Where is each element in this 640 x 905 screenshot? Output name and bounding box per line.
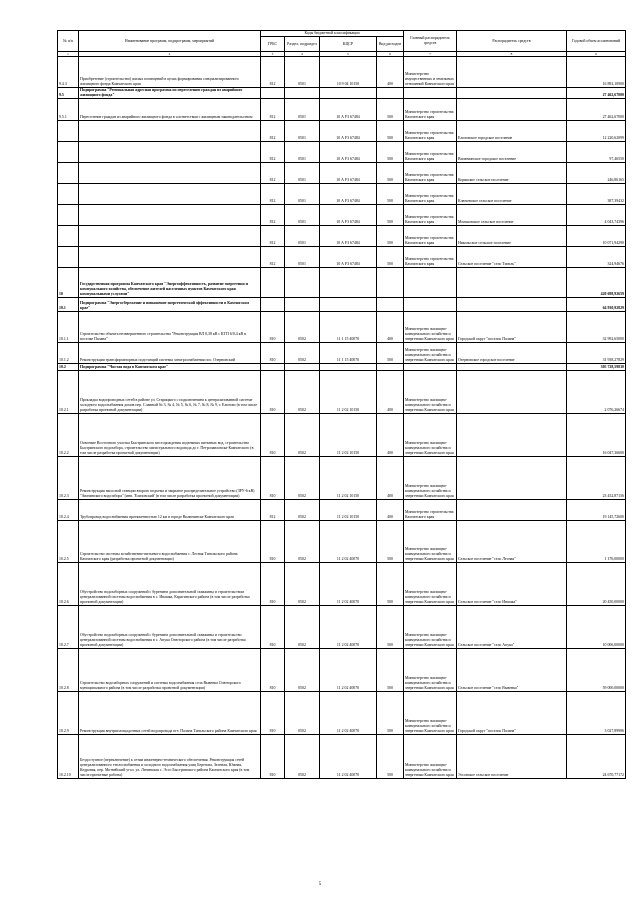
row-admin: Министерство строительства Камчатского края [404, 141, 457, 162]
row-ktsr: 10 А F3 67484 [320, 162, 377, 183]
index-cell: 2 [79, 52, 261, 57]
row-recipient [457, 413, 567, 456]
row-recipient [457, 88, 567, 99]
row-recipient: Елизовское городское поселение [457, 120, 567, 141]
row-vr: 500 [377, 225, 404, 246]
row-grbs: 810 [261, 648, 285, 691]
header-codes: Коды бюджетной классификации [261, 31, 404, 37]
row-grbs: 810 [261, 562, 285, 605]
header-recipient: Распорядитель средств [457, 31, 567, 52]
row-grbs: 812 [261, 120, 285, 141]
row-section [285, 88, 320, 99]
row-name [79, 141, 261, 162]
row-section: 0501 [285, 225, 320, 246]
row-grbs: 812 [261, 225, 285, 246]
row-ktsr: 10 А F3 67484 [320, 183, 377, 204]
table-row [58, 648, 626, 691]
table-row [58, 183, 626, 204]
row-admin: Министерство жилищно-коммунального хозяйства и энергетики Камчатского края [404, 562, 457, 605]
table-row [58, 734, 626, 778]
row-amount: 31 938,27829 [567, 342, 626, 363]
row-amount: 10 006,00000 [567, 605, 626, 648]
row-recipient: Городской округ "поселок Палана" [457, 691, 567, 734]
row-grbs: 812 [261, 57, 285, 88]
row-amount: 12 220,62099 [567, 120, 626, 141]
table-row [58, 204, 626, 225]
row-ktsr: 11 1 15 40070 [320, 311, 377, 342]
row-grbs: 810 [261, 520, 285, 562]
row-name: Строительство водозаборных сооружений и системы водоснабжения села Вывенка Олюторского муниципального района (в том числе разработка проектной документации) [79, 648, 261, 691]
row-num [58, 225, 79, 246]
row-amount: 24 670,77172 [567, 734, 626, 778]
row-section: 0502 [285, 456, 320, 499]
table-row [58, 225, 626, 246]
row-ktsr [320, 363, 377, 370]
row-vr: 500 [377, 605, 404, 648]
row-ktsr: 11 2 02 40070 [320, 520, 377, 562]
header-vr: Вид расходов [377, 37, 404, 52]
row-name: Трубопровод водоснабжения протяженностью 12 км в городе Вилючинске Камчатского края [79, 499, 261, 520]
table-row [58, 456, 626, 499]
row-vr: 500 [377, 520, 404, 562]
row-amount: 64 930,92829 [567, 297, 626, 311]
row-recipient [457, 363, 567, 370]
row-num: 10.2 [58, 363, 79, 370]
row-grbs: 810 [261, 456, 285, 499]
row-num: 10.2.6 [58, 562, 79, 605]
row-name: Освоение Восточного участка Быстринского месторождения подземных питьевых вод, строительство Быстринского водозабора, строительство магистрального водовода до г. Петропавловска-Камчатского (в том числе разработка проектной документации) [79, 413, 261, 456]
row-amount: 19 145,72600 [567, 499, 626, 520]
header-amount: Годовой объем ассигнований [567, 31, 626, 52]
row-amount: 27 462,67000 [567, 88, 626, 99]
row-ktsr: 10 А F3 67484 [320, 246, 377, 267]
row-vr: 400 [377, 57, 404, 88]
row-recipient [457, 98, 567, 120]
row-admin [404, 267, 457, 297]
row-ktsr: 11 2 02 40070 [320, 605, 377, 648]
row-ktsr: 11 2 02 40070 [320, 562, 377, 605]
row-num: 10.1.2 [58, 342, 79, 363]
row-section: 0501 [285, 183, 320, 204]
row-ktsr: 10 А F3 67484 [320, 120, 377, 141]
table-row [58, 520, 626, 562]
row-amount: 3 027,89986 [567, 691, 626, 734]
table-row [58, 120, 626, 141]
row-amount: 420 698,92659 [567, 267, 626, 297]
row-section: 0501 [285, 98, 320, 120]
row-section: 0502 [285, 311, 320, 342]
table-row [58, 605, 626, 648]
table-row [58, 98, 626, 120]
row-vr: 400 [377, 370, 404, 413]
header-ktsr: КЦСР [320, 37, 377, 52]
row-section: 0502 [285, 520, 320, 562]
row-ktsr: 11 2 02 40070 [320, 734, 377, 778]
header-section: Раздел, подраздел [285, 37, 320, 52]
row-admin: Министерство строительства Камчатского края [404, 225, 457, 246]
row-num: 9.5 [58, 88, 79, 99]
row-amount: 16 892,10900 [567, 57, 626, 88]
row-section: 0502 [285, 562, 320, 605]
row-amount: 10 071,94290 [567, 225, 626, 246]
row-num: 10.2.1 [58, 370, 79, 413]
row-name [79, 204, 261, 225]
row-amount: 20 450,00000 [567, 562, 626, 605]
row-admin: Министерство жилищно-коммунального хозяйства и энергетики Камчатского края [404, 311, 457, 342]
row-amount: 32 992,65000 [567, 311, 626, 342]
table-row [58, 297, 626, 311]
row-vr: 500 [377, 204, 404, 225]
table-row [58, 88, 626, 99]
row-num: 10.2.10 [58, 734, 79, 778]
table-row [58, 311, 626, 342]
budget-table [57, 30, 626, 779]
row-vr [377, 88, 404, 99]
row-recipient [457, 499, 567, 520]
row-ktsr: 11 2 02 40070 [320, 648, 377, 691]
row-section: 0502 [285, 605, 320, 648]
table-row [58, 162, 626, 183]
row-num [58, 120, 79, 141]
row-recipient: Городской округ "поселок Палана" [457, 311, 567, 342]
row-section: 0501 [285, 246, 320, 267]
row-name: Строительство системы хозяйственно-питьевого водоснабжения с. Лесная Тигильского района Камчатского края (разработка проектной документации) [79, 520, 261, 562]
row-vr: 400 [377, 311, 404, 342]
row-section: 0501 [285, 120, 320, 141]
row-ktsr: 10 А F3 67484 [320, 141, 377, 162]
row-grbs: 810 [261, 370, 285, 413]
row-admin [404, 88, 457, 99]
page-number: 5 [318, 882, 322, 887]
row-grbs: 812 [261, 141, 285, 162]
row-section: 0501 [285, 204, 320, 225]
row-section: 0502 [285, 342, 320, 363]
row-grbs: 810 [261, 342, 285, 363]
row-admin: Министерство жилищно-коммунального хозяйства и энергетики Камчатского края [404, 520, 457, 562]
row-name: Переселение граждан из аварийного жилищного фонда в соответствии с жилищным законодательством [79, 98, 261, 120]
row-section: 0501 [285, 162, 320, 183]
row-admin: Министерство строительства Камчатского края [404, 499, 457, 520]
row-ktsr: 10 9 04 10150 [320, 57, 377, 88]
table-row [58, 499, 626, 520]
header-grbs: ГРБС [261, 37, 285, 52]
row-name [79, 183, 261, 204]
row-admin: Министерство имущественных и земельных отношений Камчатского края [404, 57, 457, 88]
row-section: 0501 [285, 141, 320, 162]
table-row [58, 363, 626, 370]
row-amount: 387,39432 [567, 183, 626, 204]
row-recipient: Сельское поселение "село Ивашка" [457, 562, 567, 605]
row-vr: 500 [377, 141, 404, 162]
row-ktsr [320, 297, 377, 311]
row-admin: Министерство жилищно-коммунального хозяйства и энергетики Камчатского края [404, 605, 457, 648]
row-amount: 4 043,74396 [567, 204, 626, 225]
row-recipient [457, 370, 567, 413]
row-amount: 324,94676 [567, 246, 626, 267]
row-ktsr: 11 2 02 10150 [320, 456, 377, 499]
row-ktsr: 10 А F3 67484 [320, 204, 377, 225]
row-amount: 246,86165 [567, 162, 626, 183]
row-vr: 500 [377, 246, 404, 267]
row-vr: 400 [377, 456, 404, 499]
row-vr: 500 [377, 691, 404, 734]
row-recipient: Корякское сельское поселение [457, 162, 567, 183]
row-num: 9.4.3 [58, 57, 79, 88]
row-vr: 500 [377, 648, 404, 691]
row-recipient [457, 456, 567, 499]
row-section: 0502 [285, 413, 320, 456]
index-cell: 5 [320, 52, 377, 57]
row-section: 0501 [285, 57, 320, 88]
row-section: 0502 [285, 691, 320, 734]
row-name: Реконструкция трансформаторных подстанций системы электроснабжения пос. Озерновский [79, 342, 261, 363]
row-grbs: 812 [261, 204, 285, 225]
row-admin: Министерство строительства Камчатского края [404, 98, 457, 120]
row-admin: Министерство жилищно-коммунального хозяйства и энергетики Камчатского края [404, 648, 457, 691]
row-name: Подпрограмма "Энергосбережение и повышение энергетической эффективности в Камчатском крае" [79, 297, 261, 311]
row-num: 10.1.1 [58, 311, 79, 342]
row-ktsr [320, 88, 377, 99]
row-name: Прокладка водопроводных сетей в районе ул. Старицкого с подключением к централизованной системе холодного водоснабжения домов пер. Славный № 3, № 4, № 5, № 6, № 7, № 8, № 9, г. Елизово (в том числе разработка проектной документации) [79, 370, 261, 413]
row-num: 10.2.5 [58, 520, 79, 562]
row-admin: Министерство жилищно-коммунального хозяйства и энергетики Камчатского края [404, 370, 457, 413]
row-section: 0502 [285, 370, 320, 413]
row-ktsr: 11 2 02 10150 [320, 370, 377, 413]
header-name: Наименование программ, подпрограмм, мероприятий [79, 31, 261, 52]
row-admin [404, 363, 457, 370]
row-num [58, 246, 79, 267]
row-vr: 500 [377, 98, 404, 120]
row-name [79, 246, 261, 267]
row-name: Строительство объекта незавершенного строительства "Реконструкция ВЛ 0,38 кВ с КТП 6/0,4 кВ в поселке Палана" [79, 311, 261, 342]
row-name: Реконструкция насосной станции второго подъема и закрытое распределительное устройство (ЗРУ-6 кВ) "Авачинского водозабора" (инв. 'Елизовский' (в том числе разработка проектной документации) [79, 456, 261, 499]
row-name: Бездоступное (переключение) к сетям инженерно-технического обеспечения. Реконструкция сетей централизованного теплоснабжения и холодного водоснабжения улиц Березова, Зеленая, Южная, Кедровая, пер. Мотвейский угол. ул. Ленинская с. Эссо Быстринского района Камчатского края (в том числе проектные работы) [79, 734, 261, 778]
row-recipient: Сельское поселение "село Апука" [457, 605, 567, 648]
row-ktsr [320, 267, 377, 297]
row-num: 9.5.1 [58, 98, 79, 120]
row-name: Подпрограмма "Региональная адресная программа по переселению граждан из аварийного жилищного фонда" [79, 88, 261, 99]
row-grbs [261, 267, 285, 297]
row-amount: 2 076,26674 [567, 370, 626, 413]
row-grbs: 812 [261, 246, 285, 267]
row-admin: Министерство жилищно-коммунального хозяйства и энергетики Камчатского края [404, 342, 457, 363]
row-section [285, 267, 320, 297]
row-section [285, 363, 320, 370]
table-row [58, 562, 626, 605]
row-vr: 500 [377, 562, 404, 605]
row-ktsr: 11 2 02 10150 [320, 413, 377, 456]
table-row [58, 413, 626, 456]
row-admin: Министерство жилищно-коммунального хозяйства и энергетики Камчатского края [404, 413, 457, 456]
row-grbs: 810 [261, 691, 285, 734]
row-recipient: Сельское поселение "село Лесная" [457, 520, 567, 562]
row-ktsr: 10 А F3 67484 [320, 225, 377, 246]
table-row [58, 691, 626, 734]
table-row [58, 246, 626, 267]
row-recipient: Сельское поселение "село Тигиль" [457, 246, 567, 267]
row-grbs: 810 [261, 413, 285, 456]
row-ktsr: 11 2 02 10150 [320, 499, 377, 520]
row-ktsr: 11 2 02 40070 [320, 691, 377, 734]
row-section: 0502 [285, 499, 320, 520]
row-recipient: Сельское поселение "село Вывенка" [457, 648, 567, 691]
row-grbs: 812 [261, 98, 285, 120]
table-row [58, 370, 626, 413]
index-cell: 1 [58, 52, 79, 57]
row-num [58, 183, 79, 204]
row-recipient [457, 57, 567, 88]
row-name: Обустройство водозаборных сооружений с бурением дополнительной скважины и строительство централизованной системы водоснабжения в с. Апука Олюторского района (в том числе разработка проектной документации) [79, 605, 261, 648]
row-num: 10.2.4 [58, 499, 79, 520]
row-section: 0502 [285, 648, 320, 691]
row-name: Приобретение (строительство) жилых помещений в целях формирования специализированного жилищного фонда Камчатского края [79, 57, 261, 88]
row-name [79, 225, 261, 246]
row-section [285, 297, 320, 311]
row-name [79, 162, 261, 183]
index-cell: 4 [285, 52, 320, 57]
row-ktsr: 11 1 15 40070 [320, 342, 377, 363]
row-vr: 500 [377, 162, 404, 183]
row-recipient: Эссовское сельское поселение [457, 734, 567, 778]
row-admin: Министерство строительства Камчатского края [404, 162, 457, 183]
row-num: 10.2.9 [58, 691, 79, 734]
row-vr [377, 363, 404, 370]
row-vr: 400 [377, 499, 404, 520]
row-vr [377, 267, 404, 297]
row-recipient: Вилючинское городское поселение [457, 141, 567, 162]
row-amount: 27 462,67000 [567, 98, 626, 120]
row-admin [404, 297, 457, 311]
row-admin: Министерство жилищно-коммунального хозяйства и энергетики Камчатского края [404, 456, 457, 499]
table-row [58, 342, 626, 363]
row-name: Обустройство водозаборных сооружений с бурением дополнительной скважины и строительством централизованной системы водоснабжения в с. Ивашка, Карагинского района (в том числе разработка проектной документации) [79, 562, 261, 605]
row-ktsr: 10 А F3 67484 [320, 98, 377, 120]
row-grbs [261, 297, 285, 311]
row-grbs: 812 [261, 162, 285, 183]
row-amount: 1 176,00000 [567, 520, 626, 562]
row-grbs: 810 [261, 311, 285, 342]
header-admin: Главный распорядитель средств [404, 31, 457, 52]
row-recipient: Мильковское сельское поселение [457, 204, 567, 225]
row-grbs: 812 [261, 183, 285, 204]
header-num: № п/п [58, 31, 79, 52]
row-recipient: Озерновское городское поселение [457, 342, 567, 363]
row-name: Государственная программа Камчатского края "Энергоэффективность, развитие энергетики и коммунального хозяйства, обеспечение жителей населенных пунктов Камчатского края коммунальными услугами" [79, 267, 261, 297]
row-num [58, 141, 79, 162]
row-section: 0502 [285, 734, 320, 778]
row-recipient [457, 267, 567, 297]
table-body [58, 57, 626, 779]
row-num [58, 162, 79, 183]
row-vr: 500 [377, 342, 404, 363]
row-recipient [457, 297, 567, 311]
row-num: 10.2.7 [58, 605, 79, 648]
row-admin: Министерство строительства Камчатского края [404, 204, 457, 225]
row-vr: 500 [377, 183, 404, 204]
row-grbs: 810 [261, 605, 285, 648]
row-name: Подпрограмма "Чистая вода в Камчатском крае" [79, 363, 261, 370]
index-cell: 8 [457, 52, 567, 57]
row-vr: 500 [377, 734, 404, 778]
row-num: 10.2.8 [58, 648, 79, 691]
row-admin: Министерство строительства Камчатского края [404, 183, 457, 204]
table-row [58, 141, 626, 162]
row-admin: Министерство жилищно-коммунального хозяйства и энергетики Камчатского края [404, 734, 457, 778]
table-row [58, 57, 626, 88]
row-num: 10.1 [58, 297, 79, 311]
row-vr: 400 [377, 413, 404, 456]
index-cell: 7 [404, 52, 457, 57]
row-admin: Министерство строительства Камчатского края [404, 246, 457, 267]
row-admin: Министерство строительства Камчатского края [404, 120, 457, 141]
index-cell: 3 [261, 52, 285, 57]
row-amount: 97,46550 [567, 141, 626, 162]
index-cell: 9 [567, 52, 626, 57]
row-admin: Министерство жилищно-коммунального хозяйства и энергетики Камчатского края [404, 691, 457, 734]
row-amount: 16 047,36600 [567, 413, 626, 456]
row-num: 10.2.3 [58, 456, 79, 499]
row-name: Реконструкция внутриплощадочных сетей водопровода пгт. Палана Тигильского района Камчатского края [79, 691, 261, 734]
table-row [58, 267, 626, 297]
row-grbs: 810 [261, 734, 285, 778]
row-amount: 59 000,00000 [567, 648, 626, 691]
index-cell: 6 [377, 52, 404, 57]
row-recipient: Ключевское сельское поселение [457, 183, 567, 204]
row-num: 10.2.2 [58, 413, 79, 456]
row-num [58, 204, 79, 225]
row-vr: 500 [377, 120, 404, 141]
row-grbs: 812 [261, 499, 285, 520]
row-grbs [261, 363, 285, 370]
row-amount: 305 728,59830 [567, 363, 626, 370]
row-name [79, 120, 261, 141]
row-grbs [261, 88, 285, 99]
row-amount: 23 452,87156 [567, 456, 626, 499]
row-recipient: Никольское сельское поселение [457, 225, 567, 246]
row-num: 10 [58, 267, 79, 297]
row-vr [377, 297, 404, 311]
